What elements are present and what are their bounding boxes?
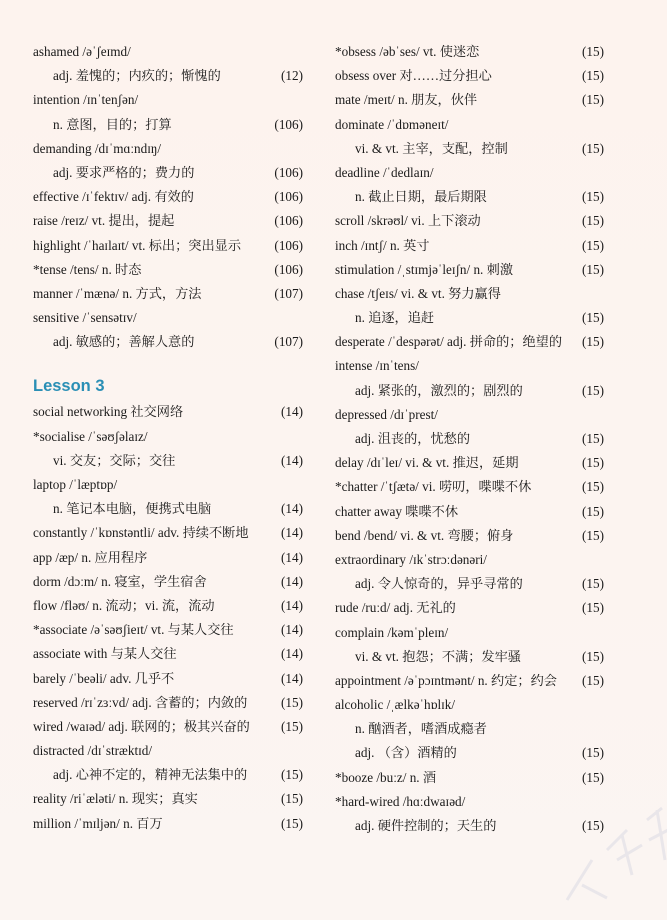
page-ref: (15) [582,431,604,446]
vocab-entry [33,812,303,836]
page-ref: (12) [281,68,303,84]
vocab-entry-text: n. 笔记本电脑，便携式电脑 [53,501,212,517]
page-ref: (15) [582,745,604,761]
vocab-entry [33,594,303,618]
vocab-entry [335,717,604,741]
page-ref: (15) [582,140,604,156]
page-ref: (15) [582,527,604,543]
vocab-entry [33,787,303,811]
vocab-entry-text: depressed /dɪˈprest/ [335,406,438,422]
page-ref: (106) [274,213,303,229]
vocab-entry [33,763,303,787]
vocab-entry-text: n. 追逐，追赶 [355,310,435,326]
page-ref: (15) [582,261,604,277]
vocab-entry [335,234,604,258]
vocab-entry [33,691,303,715]
vocab-entry-text: adj. 羞愧的；内疚的；惭愧的 [53,68,221,84]
vocab-entry [335,282,604,306]
vocab-entry-text: scroll /skrəʊl/ vi. 上下滚动 [335,213,481,229]
page-ref: (14) [281,597,303,613]
vocab-entry-text: n. 酗酒者，嗜酒成瘾者 [355,721,487,737]
vocab-entry-text: adj. 要求严格的；费力的 [53,164,195,180]
page-ref: (15) [582,310,604,326]
vocab-entry-text: barely /ˈbeəli/ adv. 几乎不 [33,670,175,686]
vocab-entry-text: wired /waɪəd/ adj. 联网的；极其兴奋的 [33,718,250,734]
vocab-entry-text: demanding /dɪˈmɑːndɪŋ/ [33,140,162,156]
vocab-entry [335,40,604,64]
vocab-entry-text: vi. & vt. 主宰，支配，控制 [355,140,508,156]
vocab-entry-text: intense /ɪnˈtens/ [335,358,419,374]
vocab-entry-text: ashamed /əˈʃeɪmd/ [33,44,131,59]
vocab-entry [33,306,303,330]
vocab-entry [335,524,604,548]
page-ref: (15) [582,818,604,833]
page-ref: (14) [281,622,303,638]
page-ref: (15) [582,237,604,253]
page-ref: (15) [582,503,604,519]
vocab-entry [33,400,303,424]
vocab-entry [33,330,303,354]
vocab-entry-text: vi. 交友；交际；交往 [53,452,176,468]
vocab-entry [33,64,303,88]
vocab-entry-text: appointment /əˈpɔɪntmənt/ n. 约定；约会 [335,672,557,688]
right-column [335,40,604,838]
lesson-heading [33,354,303,400]
vocab-entry [33,425,303,449]
vocab-entry [335,330,604,354]
page-ref: (14) [281,525,303,541]
vocab-entry-text: *hard-wired /hɑːdwaɪəd/ [335,793,466,809]
vocab-entry-text: bend /bend/ vi. & vt. 弯腰；俯身 [335,527,514,543]
vocab-entry-text: laptop /ˈlæptɒp/ [33,477,118,492]
vocab-entry-text: highlight /ˈhaɪlaɪt/ vt. 标出；突出显示 [33,237,242,253]
vocab-entry-text: deadline /ˈdedlaɪn/ [335,164,434,180]
vocab-entry [33,521,303,545]
vocab-entry-text: *obsess /əbˈses/ vt. 使迷恋 [335,44,480,59]
vocab-entry-text: mate /meɪt/ n. 朋友，伙伴 [335,92,478,108]
vocab-entry-text: raise /reɪz/ vt. 提出，提起 [33,213,175,229]
vocab-entry-text: dominate /ˈdɒməneɪt/ [335,116,449,132]
vocab-entry-text: effective /ɪˈfektɪv/ adj. 有效的 [33,189,194,205]
watermark-stamp-icon [537,790,667,910]
vocab-entry-text: reserved /rɪˈzɜːvd/ adj. 含蓄的；内敛的 [33,694,248,710]
page-ref: (107) [274,285,303,301]
vocab-entry-text: sensitive /ˈsensətɪv/ [33,310,137,326]
vocab-entry-text: obsess over 对……过分担心 [335,68,492,84]
vocab-entry [335,572,604,596]
vocab-entry-text: flow /fləʊ/ n. 流动；vi. 流，流动 [33,597,215,613]
vocab-entry-text: *socialise /ˈsəʊʃəlaɪz/ [33,428,148,444]
vocab-entry-text: *booze /buːz/ n. 酒 [335,769,437,785]
page-ref: (107) [274,334,303,350]
vocab-entry [33,258,303,282]
vocab-entry-text: chase /tʃeɪs/ vi. & vt. 努力赢得 [335,285,501,301]
vocab-entry [33,185,303,209]
page-ref: (15) [582,92,604,108]
vocab-entry-text: adj. 敏感的；善解人意的 [53,334,195,350]
page-ref: (14) [281,404,303,420]
vocab-entry [33,715,303,739]
vocab-entry [33,234,303,258]
vocab-entry-text: dorm /dɔːm/ n. 寝室，学生宿舍 [33,573,207,589]
vocab-entry [335,113,604,137]
vocab-entry [33,667,303,691]
vocab-entry [33,473,303,497]
vocab-entry-text: adj. （含）酒精的 [355,745,457,761]
vocab-entry [33,161,303,185]
vocab-entry [335,137,604,161]
vocab-entry-text: extraordinary /ɪkˈstrɔːdənəri/ [335,551,487,567]
page-ref: (106) [274,237,303,253]
page-ref: (15) [582,576,604,592]
page-ref: (14) [281,670,303,686]
vocab-entry [335,645,604,669]
vocab-entry-text: alcoholic /ˌælkəˈhɒlɪk/ [335,697,456,713]
vocab-entry-text: social networking 社交网络 [33,404,184,420]
page-ref: (14) [281,646,303,662]
page-ref: (15) [582,44,604,59]
vocab-entry [335,621,604,645]
vocab-entry [33,570,303,594]
vocab-entry [335,403,604,427]
vocab-entry [335,161,604,185]
vocab-entry-text: n. 截止日期，最后期限 [355,189,487,205]
page-ref: (14) [281,452,303,468]
vocab-entry-text: million /ˈmɪljən/ n. 百万 [33,815,163,831]
vocab-entry-text: intention /ɪnˈtenʃən/ [33,92,139,108]
page-ref: (106) [274,116,303,132]
page-ref: (15) [281,767,303,783]
page-ref: (106) [274,261,303,277]
vocab-entry-text: associate with 与某人交往 [33,646,177,662]
vocab-entry-text: *associate /əˈsəʊʃieɪt/ vt. 与某人交往 [33,622,234,638]
vocab-entry [33,40,303,64]
page-ref: (15) [582,672,604,688]
vocab-entry-text: adj. 心神不定的，精神无法集中的 [53,767,248,783]
page-ref: (15) [582,382,604,398]
vocab-entry-text: rude /ruːd/ adj. 无礼的 [335,600,456,616]
page-ref: (15) [281,791,303,807]
page-ref: (15) [582,334,604,350]
vocab-entry-text: manner /ˈmænə/ n. 方式，方法 [33,285,202,301]
vocab-entry-text: constantly /ˈkɒnstəntli/ adv. 持续不断地 [33,525,249,541]
page-ref: (15) [582,648,604,664]
vocab-entry [33,642,303,666]
vocab-entry-text: desperate /ˈdespərət/ adj. 拼命的；绝望的 [335,334,563,350]
vocab-entry [33,546,303,570]
vocab-entry-text: adj. 硬件控制的；天生的 [355,818,497,833]
vocab-entry [335,741,604,765]
vocab-entry [335,500,604,524]
vocab-entry [335,427,604,451]
vocab-entry [335,258,604,282]
vocab-entry [335,596,604,620]
vocab-entry-text: adj. 沮丧的，忧愁的 [355,431,471,446]
vocab-entry-text: vi. & vt. 抱怨；不满；发牢骚 [355,648,521,664]
vocab-entry [335,64,604,88]
page-ref: (15) [582,189,604,205]
page-ref: (15) [582,213,604,229]
vocab-entry-text: distracted /dɪˈstræktɪd/ [33,743,153,759]
left-column [33,40,303,836]
vocab-entry-text: reality /riˈæləti/ n. 现实；真实 [33,791,198,807]
vocab-entry-text: n. 意图，目的；打算 [53,116,172,132]
vocab-entry [33,137,303,161]
vocab-entry [335,548,604,572]
page-ref: (106) [274,164,303,180]
vocab-entry [335,209,604,233]
vocab-entry [33,209,303,233]
vocab-entry [33,449,303,473]
page-ref: (15) [582,769,604,785]
vocab-entry [33,282,303,306]
vocab-entry [335,88,604,112]
vocab-entry [335,379,604,403]
vocab-entry [335,766,604,790]
page-ref: (14) [281,573,303,589]
page-ref: (14) [281,549,303,565]
vocab-entry [33,88,303,112]
page-ref: (15) [281,694,303,710]
page-ref: (15) [281,718,303,734]
page-ref: (14) [281,501,303,517]
vocab-entry-text: adj. 令人惊奇的，异乎寻常的 [355,576,523,592]
vocab-entry [335,475,604,499]
page-ref: (106) [274,189,303,205]
vocab-entry [335,693,604,717]
vocab-entry [33,618,303,642]
vocab-entry [33,113,303,137]
page-ref: (15) [582,600,604,616]
page-ref: (15) [582,68,604,84]
vocab-entry [335,306,604,330]
vocab-entry-text: stimulation /ˌstɪmjəˈleɪʃn/ n. 刺激 [335,261,514,277]
vocab-entry-text: *chatter /ˈtʃætə/ vi. 唠叨，喋喋不休 [335,479,532,495]
vocab-entry [335,669,604,693]
vocab-entry [335,354,604,378]
vocab-entry-text: chatter away 喋喋不休 [335,503,459,519]
lesson-heading-text: Lesson 3 [33,377,105,396]
vocab-entry [335,451,604,475]
vocab-entry-text: app /æp/ n. 应用程序 [33,549,148,565]
vocab-entry-text: adj. 紧张的，激烈的；剧烈的 [355,382,523,398]
vocab-entry-text: complain /kəmˈpleɪn/ [335,624,449,640]
vocab-entry [33,739,303,763]
vocab-entry [335,185,604,209]
page-ref: (15) [281,815,303,831]
vocab-entry-text: delay /dɪˈleɪ/ vi. & vt. 推迟，延期 [335,455,519,471]
page-ref: (15) [582,479,604,495]
page-ref: (15) [582,455,604,471]
vocab-entry [33,497,303,521]
vocab-entry-text: *tense /tens/ n. 时态 [33,261,142,277]
vocab-entry-text: inch /ɪntʃ/ n. 英寸 [335,237,430,253]
